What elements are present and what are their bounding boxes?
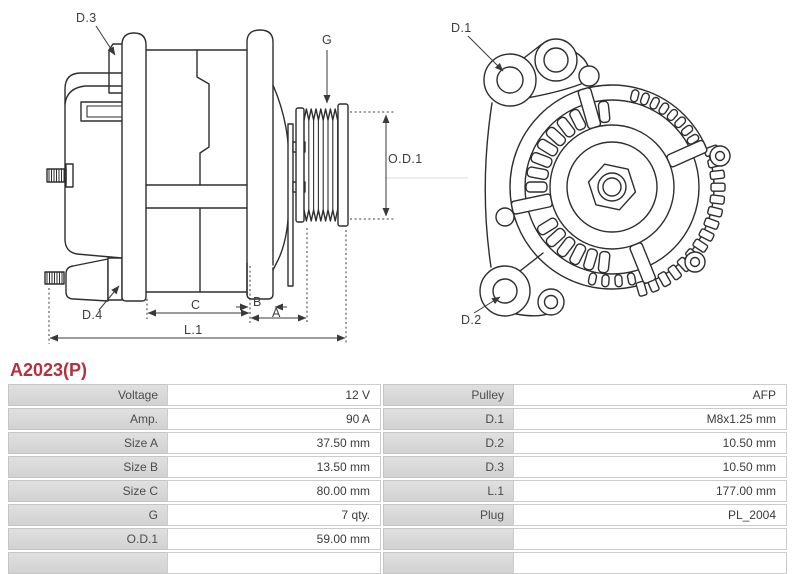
spec-label — [383, 528, 514, 550]
dim-label-b: B — [253, 295, 262, 309]
spec-value: 59.00 mm — [167, 528, 381, 550]
table-row — [8, 384, 788, 406]
table-row — [8, 432, 788, 454]
spec-label: G — [8, 504, 168, 526]
spec-value: 90 A — [167, 408, 381, 430]
spec-value — [513, 552, 787, 574]
spec-label: L.1 — [383, 480, 514, 502]
spec-label — [8, 552, 168, 574]
dim-label-od1: O.D.1 — [388, 152, 423, 166]
table-row — [8, 528, 788, 550]
table-row — [8, 504, 788, 526]
spec-table — [8, 384, 788, 574]
spec-label: Size A — [8, 432, 168, 454]
spec-value: 13.50 mm — [167, 456, 381, 478]
dim-label-a: A — [272, 306, 281, 320]
table-row — [8, 408, 788, 430]
spec-label: Size B — [8, 456, 168, 478]
part-number-title: A2023(P) — [10, 360, 88, 380]
alternator-side-view-drawing — [45, 30, 348, 301]
spec-value: 80.00 mm — [167, 480, 381, 502]
spec-label: Size C — [8, 480, 168, 502]
spec-label: D.1 — [383, 408, 514, 430]
spec-value: AFP — [513, 384, 787, 406]
dim-label-c: C — [191, 298, 201, 312]
dim-label-d2: D.2 — [461, 313, 482, 327]
spec-value: 10.50 mm — [513, 456, 787, 478]
alternator-front-view-drawing — [480, 39, 730, 316]
table-row-clipped — [8, 552, 788, 574]
spec-value: 7 qty. — [167, 504, 381, 526]
spec-label: Plug — [383, 504, 514, 526]
spec-value: M8x1.25 mm — [513, 408, 787, 430]
spec-label: Pulley — [383, 384, 514, 406]
spec-value: 10.50 mm — [513, 432, 787, 454]
table-row — [8, 480, 788, 502]
table-row — [8, 456, 788, 478]
spec-label: D.3 — [383, 456, 514, 478]
spec-value — [167, 552, 381, 574]
spec-label: O.D.1 — [8, 528, 168, 550]
dim-label-g: G — [322, 33, 333, 47]
dim-label-d4: D.4 — [82, 308, 103, 322]
dim-label-d1: D.1 — [451, 21, 472, 35]
spec-value: 12 V — [167, 384, 381, 406]
spec-label — [383, 552, 514, 574]
dim-label-l1: L.1 — [184, 323, 203, 337]
dim-label-d3: D.3 — [76, 11, 97, 25]
spec-value: 177.00 mm — [513, 480, 787, 502]
spec-label: Amp. — [8, 408, 168, 430]
spec-value — [513, 528, 787, 550]
spec-value: PL_2004 — [513, 504, 787, 526]
spec-value: 37.50 mm — [167, 432, 381, 454]
spec-label: D.2 — [383, 432, 514, 454]
spec-label: Voltage — [8, 384, 168, 406]
